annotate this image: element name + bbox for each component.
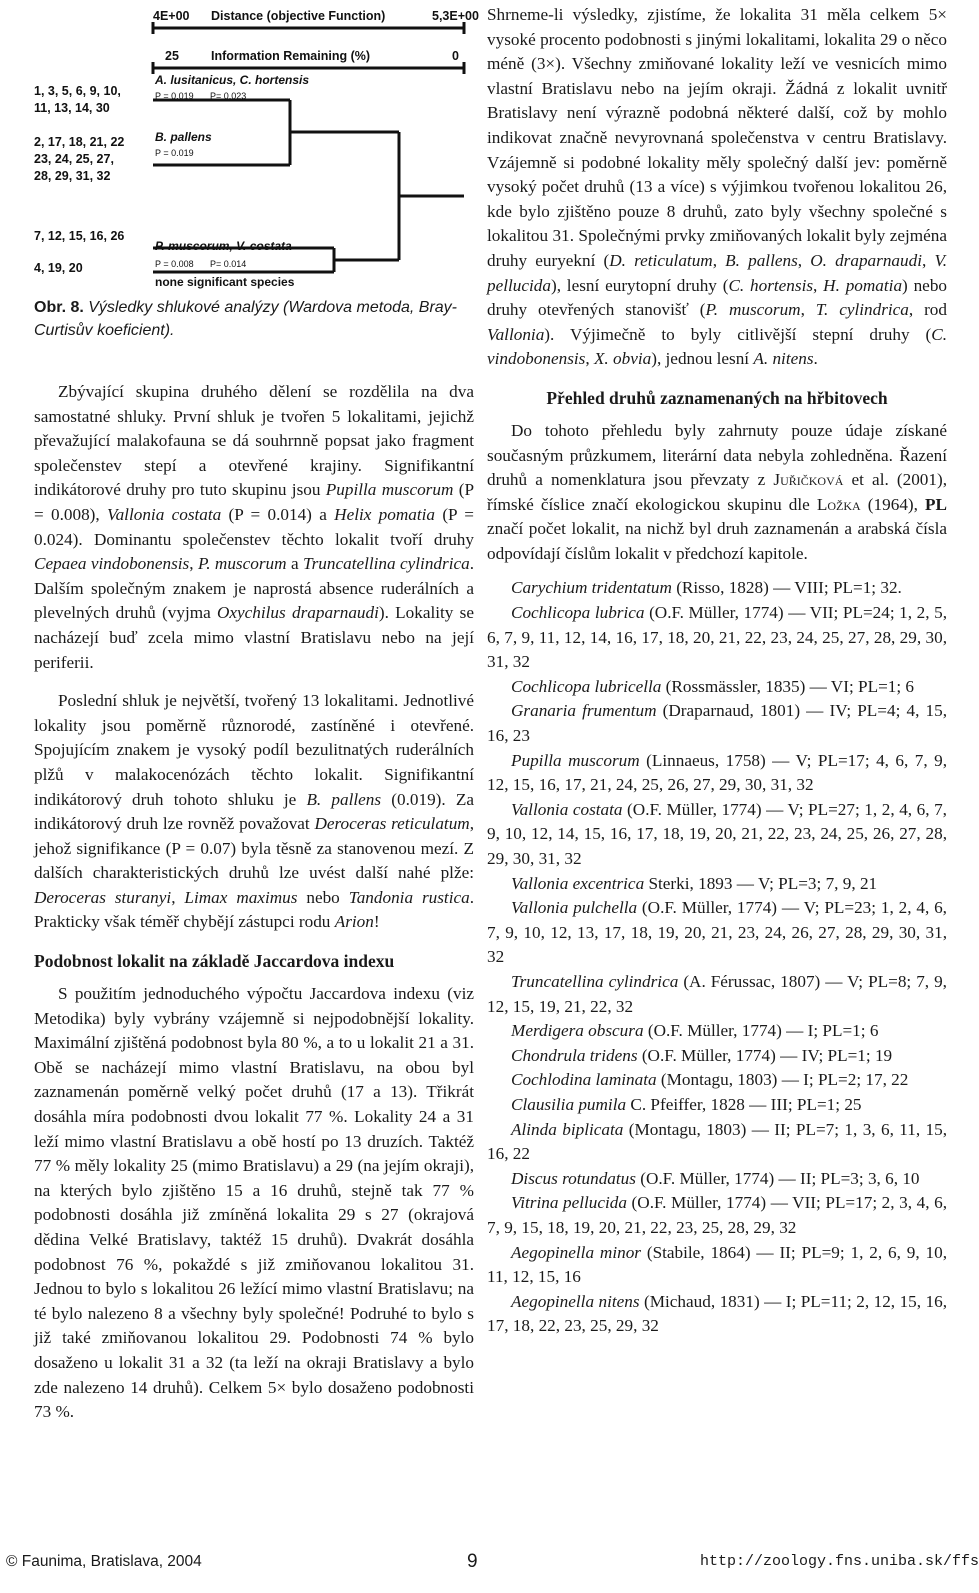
axis-bottom-left: 25 [165,49,179,63]
dendrogram-svg [34,0,479,295]
species-entry: Chondrula tridens (O.F. Müller, 1774) — IV; PL=1; 19 [511,1045,893,1065]
species-entry: Granaria frumentum (Draparnaud, 1801) — IV; PL=4; 4, 15, 16, 23 [487,701,947,746]
group-4-label: none significant species [155,275,295,289]
sites-group-2-line-2: 23, 24, 25, 27, [34,152,114,166]
axis-top-right: 5,3E+00 [432,9,479,23]
species-entry: Vallonia excentrica Sterki, 1893 — V; PL=3; 7, 9, 21 [511,873,878,893]
paragraph: Poslední shluk je největší, tvořený 13 lokalitami. Jednotlivé lokality jsou poměrně různorodé, zastíněné i otevřené. Spojujícím znakem je vysoký podíl bezulitnatých ruderálních plžů v malakocenózách těchto lokalit. Signifikantní indikátorový druh tohoto shluku je B. pallens (0.019). Za indikátorový druh lze rovněž považovat Deroceras reticulatum, jehož signifikance (P = 0.07) byla těsně za stanovenou mezí. Z dalších charakteristických druhů lze uvést další nahé plže: Deroceras sturanyi, Limax maximus nebo Tandonia rustica. Prakticky však téměř chybějí zástupci rodu Arion! [34,691,475,932]
group-2-p1: P = 0.019 [155,148,194,158]
figure-caption [34,296,474,342]
section-heading-jaccard: Podobnost lokalit na základě Jaccardova indexu [34,951,395,972]
right-column [487,0,947,1339]
sites-group-2-line-3: 28, 29, 31, 32 [34,169,111,183]
paragraph: Do tohoto přehledu byly zahrnuty pouze údaje získané současným průzkumem, literární data nebyla zohledněna. Řazení druhů a nomenklatura jsou převzaty z Juřičková et al. (2001), římské číslice značí ekologickou skupinu dle Ložka (1964), PL značí počet lokalit, na nichž byl druh zaznamenán a arabská čísla odpovídají číslům lokalit v předchozí kapitole. [487,420,947,563]
group-1-p2: P= 0.023 [210,91,247,101]
species-entry: Vallonia pulchella (O.F. Müller, 1774) — V; PL=23; 1, 2, 4, 6, 7, 9, 10, 12, 13, 17, 18, 19, 20, 21, 23, 24, 26, 27, 28, 29, 30, 31, 32 [487,898,947,967]
species-entry: Cochlicopa lubrica (O.F. Müller, 1774) — VII; PL=24; 1, 2, 5, 6, 7, 9, 11, 12, 14, 16, 17, 18, 20, 21, 22, 23, 24, 25, 27, 28, 29, 30, 31, 32 [487,603,948,672]
dendrogram-figure [34,0,479,295]
group-1-label: A. lusitanicus, C. hortensis [155,73,310,87]
footer-page-number: 9 [467,1551,478,1572]
caption-text: Výsledky shlukové analýzy (Wardova metoda, Bray-Curtisův koeficient). [34,299,457,339]
sites-group-1-line-1: 1, 3, 5, 6, 9, 10, [34,84,121,98]
species-entry: Aegopinella minor (Stabile, 1864) — II; PL=9; 1, 2, 6, 9, 10, 11, 12, 15, 16 [487,1242,947,1287]
section-heading-species: Přehled druhů zaznamenaných na hřbitovech [546,387,888,408]
species-entry: Carychium tridentatum (Risso, 1828) — VIII; PL=1; 32. [511,578,902,598]
paragraph: S použitím jednoduchého výpočtu Jaccardova indexu (viz Metodika) byly vybrány vzájemně si nejpodobnější lokality. Maximální zjištěná podobnost byla 80 %, a to u lokalit 21 a 31. Obě se nacházejí mimo vlastní Bratislavu, na obou byl zaznamenán poměrně velký počet druhů (17 a 13). Třikrát dosáhla míra podobnosti dvou lokalit 77 %. Lokality 24 a 31 leží mimo vlastní Bratislavu a obě hostí po 13 druzích. Taktéž 77 % měly lokality 25 (mimo Bratislavu) a 29 (na jejím okraji), na kterých bylo zjištěno 15 a 16 druhů, stejně tak 77 % podobnosti dosáhla již zmíněná lokalita 29 s 27 (okrajová dědina Velké Bratislavy, taktéž 15 druhů). Dvakrát dosáhla podobnost 76 %, pokaždé s již zmiňovanou lokalitou 31. Jednou to bylo s lokalitou 26 ležící mimo vlastní Bratislavu; na té bylo nalezeno 8 a všechny byly společné! Podruhé to bylo s již také zmiňovanou lokalitou 29. Podobnosti 74 % bylo dosaženo u lokalit 31 a 32 (ta leží na okraji Bratislavy a bylo zde nalezeno 14 druhů). Celkem 5× bylo dosaženo podobnosti 73 %. [34,984,474,1422]
sites-group-3-line-1: 7, 12, 15, 16, 26 [34,229,125,243]
group-3-p1: P = 0.008 [155,259,194,269]
sites-group-1-line-2: 11, 13, 14, 30 [34,101,110,115]
footer-url[interactable]: http://zoology.fns.uniba.sk/ffs [700,1553,979,1570]
group-3-p2: P= 0.014 [210,259,247,269]
caption-label: Obr. 8. [34,299,84,316]
species-entry: Vitrina pellucida (O.F. Müller, 1774) — VII; PL=17; 2, 3, 4, 6, 7, 9, 15, 18, 19, 20, 21, 22, 23, 25, 28, 29, 32 [487,1193,947,1237]
species-list [487,576,947,1338]
footer-copyright: © Faunima, Bratislava, 2004 [6,1553,202,1570]
group-2-label: B. pallens [155,130,212,144]
paragraph: Shrneme-li výsledky, zjistíme, že lokalita 31 měla celkem 5× vysoké procento podobnosti s jinými lokalitami, lokalita 29 o něco méně (3×). Všechny zmiňované lokality leží ve vesnicích mimo vlastní Bratislavu nebo na jejím okraji. Žádná z lokalit uvnitř Bratislavy není výrazně podobná některé další, což by mohlo indikovat značně nevyrovnaná společenstva v centru Bratislavy. Vzájemně si podobné lokality měly společný další jev: poměrně vysoký počet druhů (13 a více) s výjimkou tvořenou lokalitou 26, kde bylo zjištěno pouze 8 druhů, zato byly všechny společné s lokalitou 31. Společnými prvky zmiňovaných lokalit byly zejména druhy euryekní (D. reticulatum, B. pallens, O. draparnaudi, V. pellucida), lesní eurytopní druhy (C. hortensis, H. pomatia) nebo druhy otevřených stanovišť (P. muscorum, T. cylindrica, rod Vallonia). Výjimečně to byly citlivější stepní druhy (C. vindobonensis, X. obvia), jednou lesní A. nitens. [487,5,948,369]
species-entry: Clausilia pumila C. Pfeiffer, 1828 — III; PL=1; 25 [511,1094,862,1114]
group-1-p1: P = 0.019 [155,91,194,101]
axis-bottom-right: 0 [452,49,459,63]
species-entry: Truncatellina cylindrica (A. Férussac, 1807) — V; PL=8; 7, 9, 12, 15, 19, 21, 22, 32 [487,971,947,1016]
left-body-text [34,380,474,1425]
species-entry: Alinda biplicata (Montagu, 1803) — II; PL=7; 1, 3, 6, 11, 15, 16, 22 [487,1119,948,1164]
species-entry: Aegopinella nitens (Michaud, 1831) — I; PL=11; 2, 12, 15, 16, 17, 18, 22, 23, 25, 29, 32 [487,1291,947,1336]
axis-top-title: Distance (objective Function) [211,9,386,23]
species-entry: Cochlicopa lubricella (Rossmässler, 1835) — VI; PL=1; 6 [511,676,915,696]
species-entry: Pupilla muscorum (Linnaeus, 1758) — V; PL=17; 4, 6, 7, 9, 12, 15, 16, 17, 21, 24, 25, 26, 27, 29, 30, 31, 32 [487,750,948,795]
species-entry: Cochlodina laminata (Montagu, 1803) — I; PL=2; 17, 22 [511,1070,909,1090]
species-entry: Vallonia costata (O.F. Müller, 1774) — V; PL=27; 1, 2, 4, 6, 7, 9, 10, 12, 14, 15, 16, 17, 18, 19, 20, 21, 22, 23, 24, 25, 26, 27, 28, 29, 30, 31, 32 [487,799,947,868]
species-entry: Merdigera obscura (O.F. Müller, 1774) — I; PL=1; 6 [511,1021,879,1041]
sites-group-2-line-1: 2, 17, 18, 21, 22 [34,135,125,149]
sites-group-4-line-1: 4, 19, 20 [34,261,83,275]
paragraph: Zbývající skupina druhého dělení se rozdělila na dva samostatné shluky. První shluk je tvořen 5 lokalitami, jejichž převažující malakofauna se dá souhrnně popsat jako fragment společenstev stepí a otevřené krajiny. Signifikantní indikátorové druhy pro tuto skupinu jsou Pupilla muscorum (P = 0.008), Vallonia costata (P = 0.014) a Helix pomatia (P = 0.024). Dominantu společenstev těchto lokalit tvoří druhy Cepaea vindobonensis, P. muscorum a Truncatellina cylindrica. Dalším společným znakem je naprostá absence ruderálních a plevelných druhů (vyjma Oxychilus draparnaudi). Lokality se nacházejí buď zcela mimo vlastní Bratislavu nebo na její periferii. [34,382,475,672]
axis-bottom-title: Information Remaining (%) [211,49,371,63]
group-3-label: P. muscorum, V. costata [155,239,292,253]
axis-top-left: 4E+00 [153,9,190,23]
species-entry: Discus rotundatus (O.F. Müller, 1774) — II; PL=3; 3, 6, 10 [511,1168,920,1188]
